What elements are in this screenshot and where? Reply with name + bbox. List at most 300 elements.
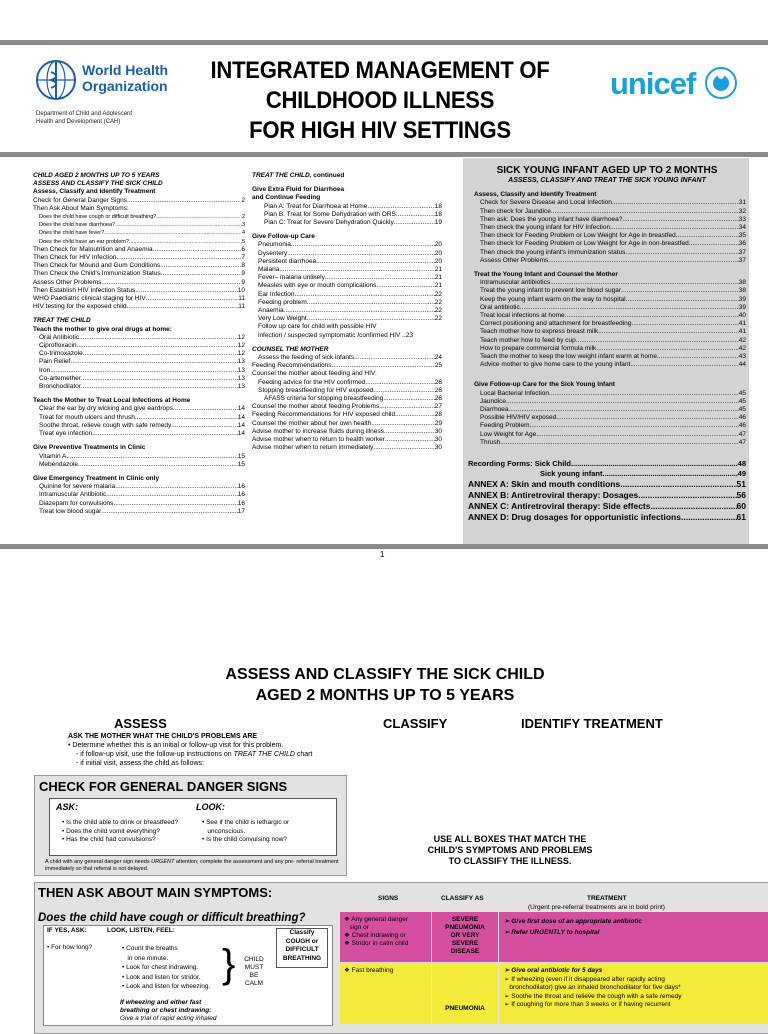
toc-page-number: 15 — [237, 460, 245, 468]
toc-entry[interactable] — [39, 483, 245, 491]
toc-dot-leader — [377, 282, 435, 290]
toc-entry[interactable] — [252, 379, 442, 387]
toc-entry[interactable] — [39, 500, 245, 508]
toc-dot-leader — [115, 483, 238, 491]
ask-mother-block: ASK THE MOTHER WHAT THE CHILD'S PROBLEMS ARE • Determine whether this is an initial or follow-up visit for this problem. - if follow-up visit, use the follow-up instructions on TREAT THE CHILD chart - if initial visit, assess the child as follows: — [68, 733, 313, 767]
department-label: Department of Child and Adolescent Health and Development (CAH) — [36, 111, 133, 125]
toc-dot-leader — [625, 249, 738, 257]
toc-entry-label: Teach mother how to feed by cup — [480, 336, 576, 344]
toc-dot-leader — [509, 406, 739, 414]
toc-entry-label: ANNEX B: Antiretroviral therapy: Dosages — [468, 490, 639, 501]
footer-rule — [0, 544, 768, 549]
toc-dot-leader — [171, 422, 238, 430]
toc-page-number: 51 — [736, 479, 746, 490]
toc-entry[interactable] — [252, 387, 442, 395]
toc-dot-leader — [160, 262, 241, 270]
toc-entry[interactable] — [480, 406, 746, 414]
sign-line: ❖ Chest indrawing or — [344, 932, 406, 939]
toc-entry[interactable] — [258, 258, 442, 266]
toc-page-number: 3 — [241, 222, 245, 229]
toc-entry[interactable] — [33, 205, 245, 213]
toc-page-number: 43 — [738, 353, 746, 361]
toc-entry-label: Advise mother when to return immediately — [252, 444, 374, 452]
treatment-line: ➢ If coughing for more than 3 weeks or if having recurrent — [504, 1001, 671, 1008]
toc-entry[interactable] — [480, 287, 746, 295]
toc-entry[interactable] — [258, 299, 442, 307]
treatment-line: ➢ If wheezing (even if it disappeared after rapidly acting — [504, 975, 665, 983]
toc-entry[interactable] — [252, 395, 442, 403]
toc-dot-leader — [354, 354, 435, 362]
toc-entry-label: Then Check the Child's Immunization Status — [33, 270, 161, 278]
toc-dot-leader — [153, 246, 242, 254]
toc-entry-label: Advise mother to increase fluids during illness — [252, 427, 384, 435]
toc-entry[interactable] — [258, 307, 442, 315]
toc-page-number: 38 — [738, 287, 746, 295]
classify-box-line: Classify — [289, 929, 315, 936]
page-number: 1 — [380, 550, 385, 559]
document-title: INTEGRATED MANAGEMENT OF CHILDHOOD ILLNESS FOR HIGH HIV SETTINGS — [210, 57, 550, 144]
toc-dot-leader — [113, 500, 237, 508]
toc-entry[interactable] — [480, 353, 746, 361]
toc-entry-label: Advice mother to give home care to the young infant — [480, 361, 631, 369]
toc-entry-label: Measles with eye or mouth complications — [258, 282, 377, 290]
toc-page-number: 21 — [434, 282, 442, 290]
toc-dot-leader — [395, 411, 435, 419]
toc-entry[interactable] — [39, 461, 245, 469]
toc-page-number: 4 — [241, 230, 245, 237]
danger-signs-box — [34, 775, 347, 876]
toc-entry[interactable] — [264, 203, 442, 211]
toc-entry[interactable] — [480, 414, 746, 422]
child-must-line: CHILD — [244, 956, 264, 963]
toc-entry[interactable] — [252, 362, 442, 370]
toc-entry[interactable] — [39, 422, 245, 430]
toc-entry-label: Then check for Feeding Problem or Low Weight for Age in non-breastfed — [480, 240, 689, 248]
toc-entry-label: Check for Severe Disease and Local Infection — [480, 199, 612, 207]
toc-entry[interactable] — [480, 390, 746, 398]
toc-entry-label: Does the child have diarrhoea? — [39, 222, 116, 229]
pneumonia-treatment-text — [504, 967, 681, 1010]
toc-entry-label: Counsel the mother about her own health — [252, 419, 372, 427]
toc-entry-label: Intramuscular Antibiotic — [39, 491, 107, 499]
look-listen-item: • Look for chest indrawing. — [122, 964, 199, 971]
toc-page-number: 47 — [738, 438, 746, 446]
toc-entry-label: WHO Paediatric clinical staging for HIV — [33, 295, 146, 303]
toc-entry[interactable] — [480, 328, 746, 336]
toc-entry[interactable] — [480, 216, 746, 224]
toc-entry-label: Treat local infections at home — [480, 312, 565, 320]
toc-entry[interactable] — [480, 361, 746, 369]
toc-entry-label: Low Weight for Age — [480, 430, 537, 438]
look-listen-item: • Count the breaths — [122, 945, 178, 952]
toc-page-number: 28 — [434, 411, 442, 419]
toc-entry-label: ANNEX A: Skin and mouth conditions — [468, 479, 621, 490]
toc-dot-leader — [173, 405, 238, 413]
toc-dot-leader — [316, 258, 435, 266]
toc-entry-label: Pain Relief — [39, 358, 71, 366]
pneumonia-row-class — [432, 963, 498, 1024]
toc-entry[interactable] — [39, 350, 245, 358]
toc-page-number: 45 — [738, 397, 746, 405]
toc-entry[interactable] — [480, 224, 746, 232]
toc-entry[interactable] — [39, 358, 245, 366]
toc-entry-label: Then check the young infant's immunization status — [480, 248, 626, 256]
toc-entry[interactable] — [480, 240, 746, 248]
classification-line: SEVERE — [451, 940, 479, 947]
toc-entry-label: Malaria — [258, 266, 280, 274]
toc-entry[interactable] — [33, 238, 245, 246]
toc-entry[interactable] — [39, 342, 245, 350]
toc-entry[interactable] — [33, 221, 245, 229]
toc-entry-label: Correct positioning and attachment for breastfeeding — [480, 320, 632, 328]
toc-dot-leader — [116, 254, 241, 262]
toc-entry[interactable] — [258, 291, 442, 299]
toc-dot-leader — [657, 353, 739, 361]
toc-page-number: 22 — [434, 298, 442, 306]
toc-entry[interactable] — [252, 403, 442, 411]
toc-dot-leader — [77, 342, 238, 350]
toc-page-number: 19 — [434, 219, 442, 227]
identify-treatment-header: IDENTIFY TREATMENT — [521, 716, 663, 731]
toc-entry[interactable] — [258, 274, 442, 282]
toc-entry[interactable] — [480, 431, 746, 439]
toc-page-number: 14 — [237, 421, 245, 429]
toc-dot-leader — [373, 387, 434, 395]
toc-entry-label: Thrush — [480, 438, 501, 446]
toc-dot-leader — [676, 232, 739, 240]
toc-dot-leader — [565, 312, 739, 320]
sign-line: ❖ Fast breathing — [344, 967, 394, 974]
toc-entry-label: Stopping breastfeeding for HIV exposed — [258, 386, 374, 394]
toc-page-number: 37 — [738, 248, 746, 256]
toc-entry-label: Then Check for HIV Infection — [33, 254, 117, 262]
toc-entry-label: Then ask: Does the young infant have diarrhoea? — [480, 215, 623, 223]
toc-entry-label: Ciprofloxacin — [39, 342, 77, 350]
toc-entry-label: Feeding problem — [258, 298, 307, 306]
toc-page-number: 20 — [434, 241, 442, 249]
toc-dot-leader — [101, 279, 241, 287]
toc-right-column: SICK YOUNG INFANT AGED UP TO 2 MONTHS ASSESS, CLASSIFY AND TREAT THE SICK YOUNG INFANT Assess, Classify and Identify Treatment Check for Severe Disease and Local Infection ..... 31 Then check for Jaundice ..... 32 Then ask: Does the young infant have diarrhoea? ..... 33 Then check the young infant for HIV Infection ..... 34 Then check for Feeding Problem or Low Weight for Age in breastfed ..... 35 Then check for Feeding Problem or Low Weight for Age in non-breastfed ..... 36 Then check the young infant's immunization status ..... 37 Assess Other Problems ..... 37 Treat the Young Infant and Counsel the Mother Intramuscular antibiotics ..... 38 Treat the young infant to prevent low blood sugar ..... 38 Keep the young infant warm on the way to hospital ..... 39 Oral antibiotic ..... 39 Treat local infections at home ..... 40 Correct positioning and attachment for breastfeeding ..... 41 Teach mother how to express breast milk ..... 41 Teach mother how to feed by cup ..... 42 How to prepare commercial formula milk ..... 42 Teach the mother to keep the low weight infant warm at home ..... 43 Advice mother to give home care to the young infant ..... 44 Give Follow-up Care for the Sick Young Infant Local Bacterial Infection ..... 45 Jaundice ..... 45 Diarrhoea ..... 45 Possible HIV/HIV exposed ..... 46 Feeding Problem ..... 46 Low Weight for Age ..... 47 Thrush ..... 47 Recording Forms: Sick Child ..... 48 Sick young infant ..... 49 ANNEX A: Skin and mouth conditions ..... 51 ANNEX B: Antiretroviral therapy: Dosages ..... 56 ANNEX C: Antiretroviral therapy: Side effects ..... 60 ANNEX D: Drug dosages for opportunistic infections ..... 61 — [468, 164, 746, 523]
toc-entry[interactable] — [33, 213, 245, 221]
danger-signs-inner: ASK: LOOK: • Is the child able to drink or breastfeed? • Does the child vomit everything? • Has the child had convulsions? • See if the child is lethargic or unconscious. • Is the child convulsing now? — [49, 798, 337, 856]
toc-page-number: 26 — [434, 378, 442, 386]
toc-page-number: 15 — [237, 452, 245, 460]
sign-line: ❖ Stridor in calm child — [344, 940, 409, 947]
toc-entry[interactable] — [258, 315, 442, 323]
table-header-signs: SIGNS — [378, 895, 399, 902]
look-listen-item: in one minute. — [122, 954, 169, 962]
if-yes-ask: IF YES, ASK: — [47, 927, 87, 934]
toc-dot-leader — [536, 431, 739, 439]
toc-dot-leader — [384, 428, 435, 436]
classify-box-line: COUGH or — [285, 937, 319, 945]
annex-entry[interactable] — [468, 479, 746, 490]
toc-page-number: 2 — [241, 214, 245, 221]
toc-entry[interactable] — [33, 295, 245, 303]
annex-entry[interactable] — [468, 501, 746, 512]
toc-dot-leader — [291, 241, 435, 249]
toc-entry-label: Assess Other Problems — [33, 278, 102, 286]
toc-page-number: 22 — [434, 315, 442, 323]
toc-entry-label: Assess the feeding of sick infants — [258, 354, 355, 362]
toc-entry[interactable] — [252, 444, 442, 452]
toc-entry[interactable] — [480, 320, 746, 328]
toc-entry[interactable] — [33, 270, 245, 278]
toc-entry[interactable] — [258, 250, 442, 258]
toc-entry-label: Then check for Jaundice — [480, 207, 551, 215]
toc-entry-label: Diazepam for convulsions — [39, 499, 114, 507]
toc-entry[interactable] — [480, 345, 746, 353]
toc-dot-leader — [161, 270, 242, 278]
toc-page-number: 34 — [738, 224, 746, 232]
toc-page-number: 32 — [738, 207, 746, 215]
toc-dot-leader — [681, 512, 737, 523]
toc-dot-leader — [396, 211, 435, 219]
toc-page-number: 44 — [738, 361, 746, 369]
look-listen-item: • Look and listen for stridor. — [122, 973, 201, 981]
toc-dot-leader — [638, 490, 736, 501]
treatment-line: bronchodilator) give an inhaled bronchodilator for five days* — [504, 984, 681, 991]
toc-dot-leader — [506, 398, 739, 406]
sign-line: sign or — [344, 924, 369, 931]
unicef-emblem-icon — [704, 66, 738, 100]
toc-page-number: 39 — [738, 303, 746, 311]
toc-page-number: 11 — [238, 303, 245, 311]
toc-dot-leader — [127, 303, 239, 311]
toc-entry[interactable] — [39, 453, 245, 461]
toc-dot-leader — [500, 439, 739, 447]
toc-dot-leader — [307, 315, 435, 323]
toc-entry-label: Co-artemether — [39, 374, 81, 382]
toc-entry[interactable] — [480, 249, 746, 257]
toc-entry[interactable] — [258, 266, 442, 274]
toc-entry[interactable] — [264, 211, 442, 219]
toc-entry[interactable] — [33, 229, 245, 237]
toc-dot-leader — [530, 422, 739, 430]
toc-entry[interactable] — [39, 414, 245, 422]
toc-entry-label: Feeding Recommendations — [252, 362, 332, 370]
toc-entry[interactable] — [33, 287, 245, 295]
toc-dot-leader — [620, 479, 736, 490]
toc-entry-label: Then check for Feeding Problem or Low Weight for Age in breastfed — [480, 232, 676, 240]
toc-page-number: 33 — [738, 215, 746, 223]
toc-page-number: 21 — [434, 274, 442, 282]
annex-entry[interactable] — [468, 512, 746, 523]
toc-entry[interactable] — [480, 279, 746, 287]
table-header-classify: CLASSIFY AS — [441, 895, 484, 902]
toc-page-number: 16 — [237, 499, 245, 507]
toc-entry[interactable] — [480, 208, 746, 216]
look-item: • Is the child convulsing now? — [202, 836, 288, 843]
toc-entry[interactable] — [480, 296, 746, 304]
toc-entry[interactable] — [480, 439, 746, 447]
toc-entry[interactable] — [39, 405, 245, 413]
toc-page-number: 17 — [237, 507, 245, 515]
classification-line: DISEASE — [450, 948, 480, 955]
toc-dot-leader — [596, 345, 738, 353]
toc-dot-leader — [295, 291, 435, 299]
toc-dot-leader — [622, 216, 738, 224]
toc-dot-leader — [385, 436, 435, 444]
toc-page-number: 37 — [738, 256, 746, 264]
toc-entry[interactable] — [33, 254, 245, 262]
toc-dot-leader — [129, 238, 242, 246]
toc-entry-label: Does the child have fever? — [39, 230, 105, 237]
toc-page-number: 41 — [738, 320, 746, 328]
toc-entry[interactable] — [252, 420, 442, 428]
toc-dot-leader — [630, 361, 738, 369]
assess-header: ASSESS — [114, 716, 167, 731]
toc-dot-leader — [279, 266, 434, 274]
toc-entry[interactable] — [252, 428, 442, 436]
treatment-subheader: (Urgent pre-referral treatments are in bold print) — [528, 904, 665, 911]
toc-entry[interactable] — [33, 262, 245, 270]
toc-entry-label: Anaemia — [258, 307, 284, 315]
treatment-line: ➢ Give oral antibiotic for 5 days — [504, 967, 603, 974]
toc-entry[interactable] — [480, 199, 746, 207]
toc-entry-label: Dysentery — [258, 249, 288, 257]
toc-entry[interactable] — [480, 312, 746, 320]
annex-entry[interactable] — [468, 490, 746, 501]
toc-page-number: 30 — [434, 427, 442, 435]
toc-dot-leader — [548, 257, 738, 265]
toc-page-number: 61 — [736, 512, 746, 523]
toc-entry-label: Mebendazole — [39, 460, 79, 468]
classify-cough-box — [276, 928, 328, 968]
toc-dot-leader — [287, 250, 435, 258]
toc-page-number: 30 — [434, 436, 442, 444]
toc-entry[interactable] — [33, 279, 245, 287]
ask-item: • Has the child had convulsions? — [62, 836, 156, 843]
header-rule — [0, 152, 768, 157]
toc-entry-label: AFASS criteria for stopping breastfeeding — [264, 395, 384, 403]
toc-dot-leader — [106, 491, 238, 499]
toc-dot-leader — [284, 307, 435, 315]
toc-entry[interactable] — [480, 257, 746, 265]
ask-item: • Is the child able to drink or breastfeed? — [62, 819, 179, 826]
toc-dot-leader — [104, 229, 242, 237]
toc-entry[interactable] — [480, 422, 746, 430]
toc-page-number: 7 — [241, 254, 245, 262]
toc-page-number: 25 — [434, 362, 442, 370]
toc-page-number: 20 — [434, 257, 442, 265]
toc-entry-label: Local Bacterial Infection — [480, 389, 550, 397]
severe-classification — [432, 916, 498, 956]
toc-entry[interactable] — [33, 303, 245, 311]
toc-entry[interactable] — [258, 241, 442, 249]
toc-dot-leader — [383, 395, 435, 403]
child-must-line: MUST — [244, 964, 264, 971]
look-listen-item: • Look and listen for wheezing. — [122, 983, 211, 990]
toc-dot-leader — [371, 420, 435, 428]
toc-entry-label: Check for General Danger Signs — [33, 196, 127, 204]
toc-entry[interactable] — [252, 411, 442, 419]
toc-entry-label: Assess Other Problems — [480, 256, 549, 264]
toc-entry[interactable] — [252, 354, 442, 362]
urgent-note: A child with any general danger sign needs URGENT attention; complete the assessment and any pre- referral treatment immediately so that referral is not delayed. — [45, 859, 339, 872]
toc-entry[interactable] — [39, 383, 245, 391]
toc-entry[interactable] — [39, 491, 245, 499]
toc-entry-label: Teach mother how to express breast milk — [480, 328, 599, 336]
toc-entry[interactable] — [252, 436, 442, 444]
toc-page-number: 31 — [738, 199, 746, 207]
toc-entry-label: Counsel the mother about feeding and HIV: — [252, 370, 377, 378]
toc-page-number: 22 — [434, 307, 442, 315]
toc-dot-leader — [551, 208, 739, 216]
look-item: • See if the child is lethargic or — [202, 819, 290, 826]
toc-entry[interactable] — [39, 367, 245, 375]
toc-page-number: 12 — [237, 342, 245, 350]
toc-dot-leader — [127, 197, 241, 205]
classify-box-line: DIFFICULT — [285, 946, 319, 953]
toc-page-number: 14 — [237, 430, 245, 438]
toc-entry-label: Plan C: Treat for Severe Dehydration Quickly — [264, 219, 394, 227]
toc-dot-leader — [520, 304, 739, 312]
toc-entry-label: Co-trimoxazole — [39, 350, 83, 358]
toc-page-number: 13 — [237, 358, 245, 366]
severe-signs-text — [344, 916, 408, 948]
use-boxes-note: USE ALL BOXES THAT MATCH THE CHILD'S SYMPTOMS AND PROBLEMS TO CLASSIFY THE ILLNESS. — [427, 834, 593, 866]
toc-entry[interactable] — [39, 430, 245, 438]
toc-entry-label: Then Check for Malnutrition and Anaemia — [33, 245, 153, 253]
toc-entry[interactable] — [33, 246, 245, 254]
toc-dot-leader — [101, 508, 238, 516]
toc-page-number: 38 — [738, 279, 746, 287]
toc-entry[interactable] — [480, 304, 746, 312]
toc-entry-label: Persistent diarrhoea — [258, 257, 317, 265]
toc-entry[interactable] — [33, 197, 245, 205]
toc-dot-leader — [81, 383, 238, 391]
toc-page-number: 18 — [434, 210, 442, 218]
toc-entry-label: ANNEX D: Drug dosages for opportunistic infections — [468, 512, 681, 523]
toc-page-number: 29 — [434, 419, 442, 427]
toc-dot-leader — [135, 414, 238, 422]
toc-entry[interactable] — [480, 232, 746, 240]
toc-dot-leader — [576, 337, 739, 345]
unicef-logo: unicef — [610, 66, 696, 101]
toc-dot-leader — [83, 350, 238, 358]
toc-entry-label: Clear the ear by dry wicking and give eardrops — [39, 405, 174, 413]
toc-page-number: 9 — [241, 278, 245, 286]
toc-page-number: 12 — [237, 350, 245, 358]
toc-left-column: CHILD AGED 2 MONTHS UP TO 5 YEARS ASSESS AND CLASSIFY THE SICK CHILD Assess, Classify and Identify Treatment Check for General Danger Signs ..... 2 Then Ask About Main Symptoms: Does the child have cough or difficult breathing? ..... 2 Does the child have diarrhoea? ..... 3 Does the child have fever? ..... 4 Does the child have an ear problem? ..... 5 Then Check for Malnutrition and Anaemia ..... 6 Then Check for HIV Infection ..... 7 Then Check for Mound and Gum Conditions ..... 8 Then Check the Child's Immunization Status ..... 9 Assess Other Problems ..... 9 Then Establish HIV Infection Status ..... 10 WHO Paediatric clinical staging for HIV ..... 11 HIV testing for the exposed child ..... 11 TREAT THE CHILD Teach the mother to give oral drugs at home: Oral Antibiotic ..... 12 Ciprofloxacin ..... 12 Co-trimoxazole ..... 12 Pain Relief ..... 13 Iron ..... 13 Co-artemether ..... 13 Bronchodilator ..... 13 Teach the Mother to Treat Local Infections at Home Clear the ear by dry wicking and give eardrops ..... 14 Treat for mouth ulcers and thrush ..... 14 Soothe throat, relieve cough with safe remedy ..... 14 Treat eye infection ..... 14 Give Preventive Treatments in Clinic Vitamin A ..... 15 Mebendazole ..... 15 Give Emergency Treatment in Clinic only Quinine for severe malaria ..... 16 Intramuscular Antibiotic ..... 16 Diazepam for convulsions ..... 16 Treat low blood sugar ..... 17 — [33, 172, 245, 516]
toc-page-number: 47 — [738, 430, 746, 438]
toc-page-number: 5 — [241, 238, 245, 245]
toc-dot-leader — [650, 501, 736, 512]
toc-entry-label: Quinine for severe malaria — [39, 483, 116, 491]
danger-signs-title: CHECK FOR GENERAL DANGER SIGNS — [39, 779, 288, 794]
toc-dot-leader — [550, 279, 739, 287]
toc-entry[interactable] — [39, 334, 245, 342]
classification-line: OR VERY — [450, 932, 480, 939]
toc-entry-label: Oral antibiotic — [480, 303, 520, 311]
toc-entry-label: Plan B: Treat for Some Dehydration with ORS — [264, 210, 396, 218]
toc-entry[interactable] — [39, 508, 245, 516]
toc-entry[interactable] — [480, 398, 746, 406]
toc-entry[interactable] — [258, 282, 442, 290]
toc-entry-label: Vitamin A — [39, 452, 67, 460]
toc-dot-leader — [325, 274, 435, 282]
toc-entry[interactable] — [264, 219, 442, 227]
toc-entry-label: Very Low Weight — [258, 315, 307, 323]
classify-box-line: BREATHING — [282, 954, 322, 962]
toc-dot-leader — [626, 296, 739, 304]
toc-entry[interactable] — [39, 375, 245, 383]
toc-entry[interactable] — [480, 337, 746, 345]
toc-page-number: 13 — [237, 374, 245, 382]
toc-entry[interactable] — [252, 370, 442, 378]
toc-entry-label: Bronchodilator — [39, 383, 81, 391]
